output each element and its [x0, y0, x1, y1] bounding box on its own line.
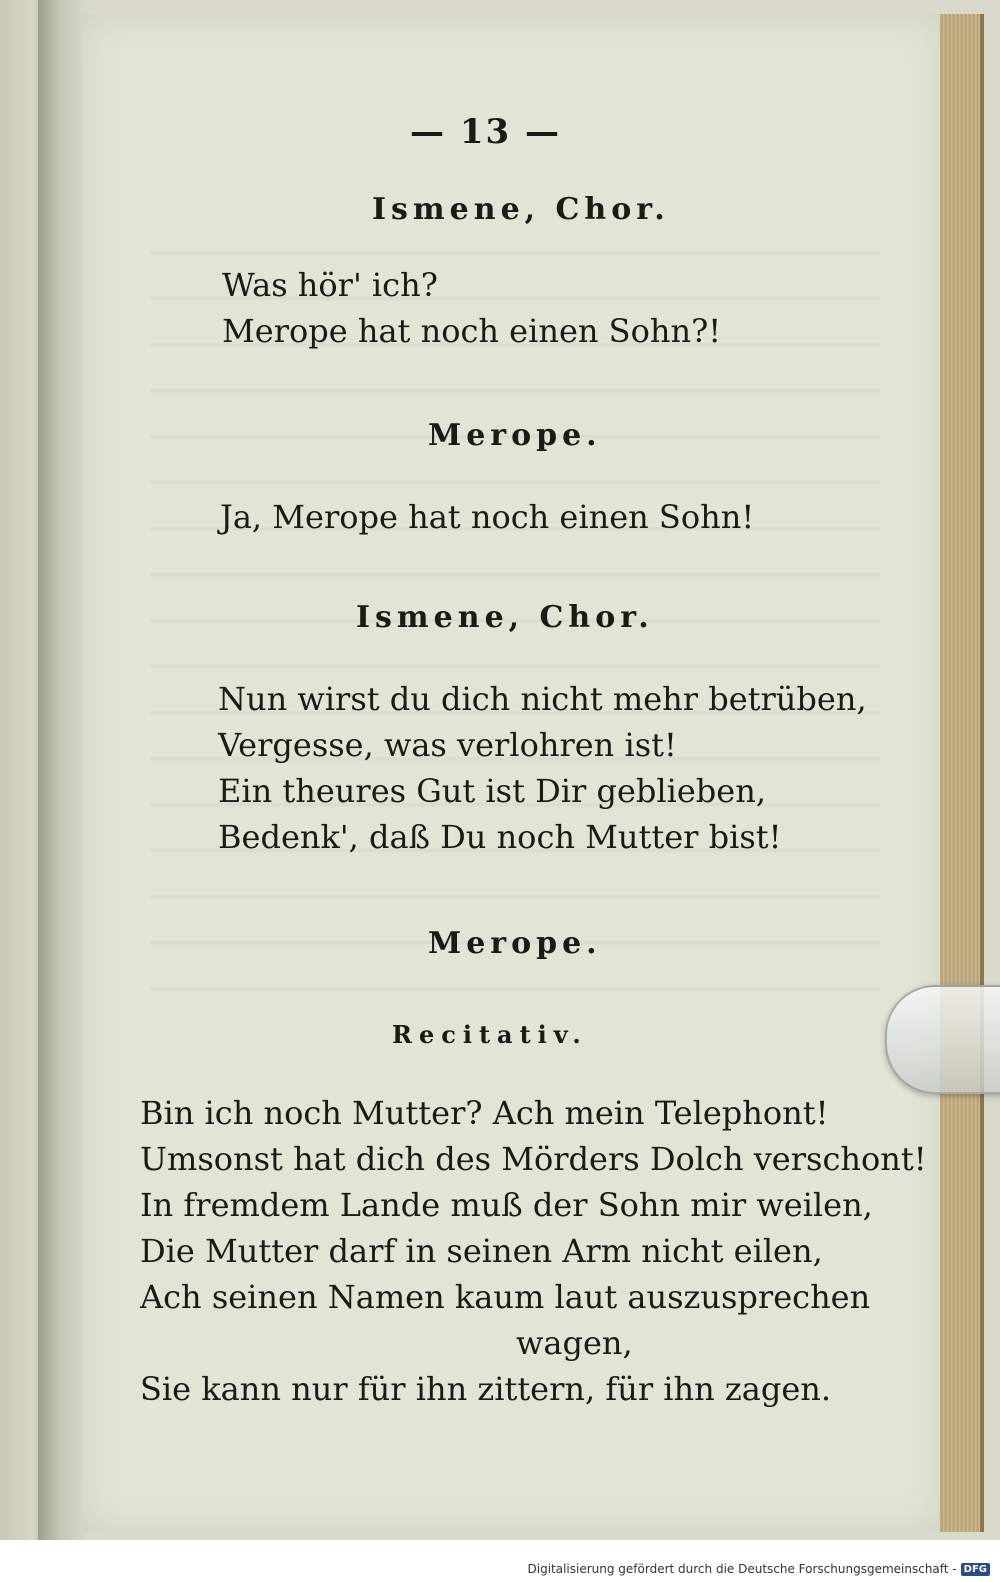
verse-line: Ein theures Gut ist Dir geblieben, — [218, 772, 766, 810]
verse-line: Merope hat noch einen Sohn?! — [222, 312, 722, 350]
verse-stanza — [140, 1090, 927, 1412]
book-edge — [940, 14, 984, 1532]
dfg-logo-icon: DFG — [961, 1563, 990, 1576]
verse-line: Was hör' ich? — [222, 266, 438, 304]
speaker-heading: Merope. — [428, 418, 602, 453]
verse-line: Bin ich noch Mutter? Ach mein Telephont! — [140, 1094, 829, 1132]
verse-line: Die Mutter darf in seinen Arm nicht eilen, — [140, 1232, 823, 1270]
verse-line: Ach seinen Namen kaum laut auszusprechen — [140, 1278, 871, 1316]
speaker-heading: Merope. — [428, 926, 602, 961]
verse-stanza — [222, 262, 721, 354]
recitativ-subheading: Recitativ. — [392, 1020, 588, 1049]
verse-line: In fremdem Lande muß der Sohn mir weilen, — [140, 1186, 873, 1224]
page-number: — 13 — — [410, 112, 561, 152]
verse-line: Nun wirst du dich nicht mehr betrüben, — [218, 680, 867, 718]
footer-text: Digitalisierung gefördert durch die Deutsche Forschungsgemeinschaft - — [527, 1562, 957, 1576]
verse-stanza — [220, 494, 754, 540]
speaker-heading: Ismene, Chor. — [372, 192, 670, 227]
verse-line: Bedenk', daß Du noch Mutter bist! — [218, 818, 782, 856]
footer-strip — [0, 1540, 1000, 1582]
verse-line: wagen, — [516, 1324, 633, 1362]
verse-line: Sie kann nur für ihn zittern, für ihn zagen. — [140, 1370, 832, 1408]
verse-stanza — [218, 676, 867, 860]
verse-line: Vergesse, was verlohren ist! — [218, 726, 677, 764]
footer-credit — [528, 1562, 991, 1576]
glass-page-clip — [885, 985, 1000, 1094]
verse-line: Umsonst hat dich des Mörders Dolch verschont! — [140, 1140, 927, 1178]
verse-line: Ja, Merope hat noch einen Sohn! — [220, 498, 755, 536]
speaker-heading: Ismene, Chor. — [356, 600, 654, 635]
